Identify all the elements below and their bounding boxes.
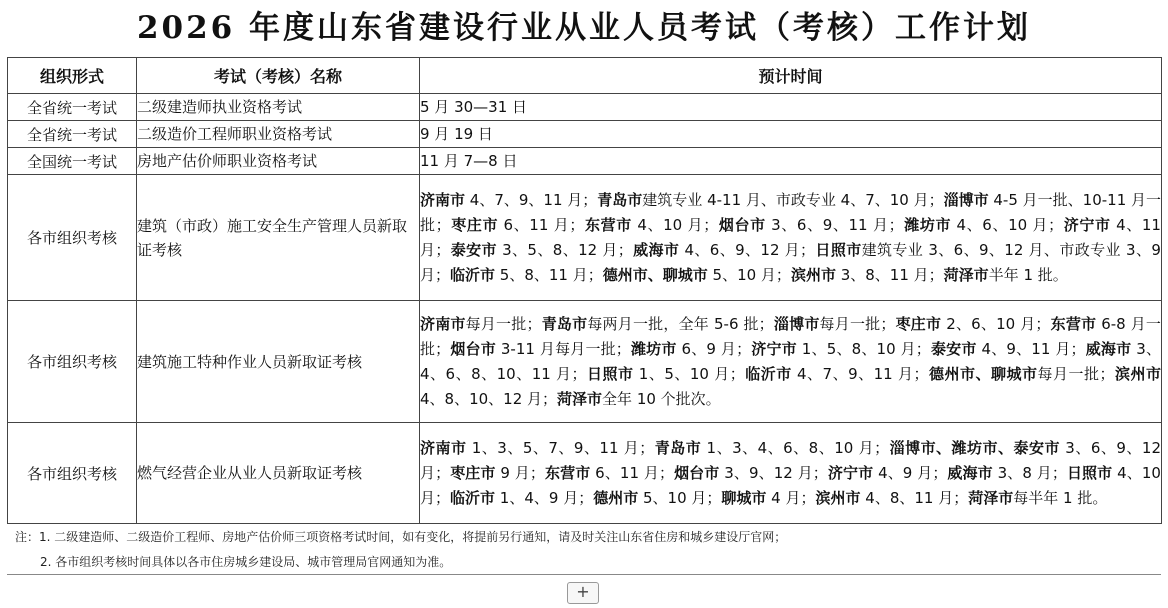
city-schedule: 1、4、9 月； bbox=[495, 488, 594, 507]
row-name: 二级造价工程师职业资格考试 bbox=[137, 121, 420, 148]
row-time bbox=[420, 175, 1162, 301]
city-name: 日照市 bbox=[586, 364, 634, 383]
table-header-row bbox=[8, 58, 1162, 94]
city-name: 滨州市 bbox=[790, 265, 836, 284]
city-name: 东营市 bbox=[1050, 314, 1097, 333]
city-schedule: 5、10 月； bbox=[707, 265, 791, 284]
city-name: 烟台市 bbox=[673, 463, 720, 482]
city-schedule: 每半年 1 批。 bbox=[1013, 488, 1108, 507]
row-form: 全省统一考试 bbox=[8, 121, 137, 148]
city-schedule: 1、5、8、10 月； bbox=[796, 339, 931, 358]
city-name: 威海市 bbox=[1085, 339, 1132, 358]
city-schedule: 3、8 月； bbox=[992, 463, 1067, 482]
city-schedule: 3、9、12 月； bbox=[719, 463, 828, 482]
city-schedule: 4、7、9、11 月； bbox=[791, 364, 929, 383]
city-name: 枣庄市 bbox=[895, 314, 942, 333]
city-schedule: 6、11 月； bbox=[498, 215, 585, 234]
city-schedule: 每月一批； bbox=[1037, 364, 1115, 383]
city-schedule: 4、8、10、12 月； bbox=[420, 389, 558, 408]
city-schedule: 4、10 月； bbox=[420, 463, 1161, 507]
page-title: 2026 年度山东省建设行业从业人员考试（考核）工作计划 bbox=[136, 10, 1032, 46]
city-schedule: 1、3、4、6、8、10 月； bbox=[701, 438, 890, 457]
city-name: 淄博市 bbox=[943, 190, 989, 209]
city-schedule: 4、10 月； bbox=[631, 215, 719, 234]
city-name: 济南市 bbox=[420, 438, 467, 457]
city-name: 日照市 bbox=[1066, 463, 1113, 482]
city-name: 聊城市 bbox=[721, 488, 767, 507]
city-name: 淄博市 bbox=[773, 314, 820, 333]
row-name: 建筑（市政）施工安全生产管理人员新取证考核 bbox=[137, 175, 420, 301]
city-schedule: 每月一批； bbox=[465, 314, 542, 333]
row-form: 各市组织考核 bbox=[8, 301, 137, 423]
city-name: 德州市、聊城市 bbox=[602, 265, 708, 284]
city-schedule: 4、6、10 月； bbox=[951, 215, 1064, 234]
city-name: 烟台市 bbox=[718, 215, 766, 234]
add-button[interactable]: + bbox=[567, 582, 599, 604]
note-line-2: 2. 各市组织考核时间具体以各市住房城乡建设局、城市管理局官网通知为准。 bbox=[40, 555, 452, 569]
city-name: 威海市 bbox=[947, 463, 993, 482]
row-name: 二级建造师执业资格考试 bbox=[137, 94, 420, 121]
row-name: 建筑施工特种作业人员新取证考核 bbox=[137, 301, 420, 423]
city-schedule: 3-11 月每月一批； bbox=[495, 339, 631, 358]
city-schedule: 4、6、9、12 月； bbox=[679, 240, 816, 259]
city-schedule: 4、11 月； bbox=[420, 215, 1161, 259]
table-row bbox=[8, 423, 1162, 524]
city-name: 日照市 bbox=[815, 240, 862, 259]
city-name: 菏泽市 bbox=[557, 389, 603, 408]
city-name: 枣庄市 bbox=[450, 215, 499, 234]
city-schedule: 1、3、5、7、9、11 月； bbox=[466, 438, 655, 457]
city-name: 临沂市 bbox=[450, 265, 496, 284]
row-form: 各市组织考核 bbox=[8, 175, 137, 301]
city-name: 淄博市、潍坊市、泰安市 bbox=[889, 438, 1061, 457]
city-schedule: 3、8、11 月； bbox=[835, 265, 944, 284]
plan-table bbox=[7, 57, 1162, 524]
city-name: 济南市 bbox=[420, 190, 466, 209]
city-schedule: 1、5、10 月； bbox=[633, 364, 745, 383]
city-name: 潍坊市 bbox=[903, 215, 952, 234]
note-line-1: 注：1. 二级建造师、二级造价工程师、房地产估价师三项资格考试时间，如有变化，将提前另行通知，请及时关注山东省住房和城乡建设厅官网； bbox=[15, 530, 787, 544]
row-time: 9 月 19 日 bbox=[420, 121, 1162, 148]
row-form: 全国统一考试 bbox=[8, 148, 137, 175]
city-schedule: 9 月； bbox=[495, 463, 545, 482]
city-name: 济宁市 bbox=[827, 463, 874, 482]
row-form: 各市组织考核 bbox=[8, 423, 137, 524]
city-schedule: 2、6、10 月； bbox=[941, 314, 1051, 333]
city-name: 菏泽市 bbox=[968, 488, 1014, 507]
row-time: 5 月 30—31 日 bbox=[420, 94, 1162, 121]
city-name: 临沂市 bbox=[450, 488, 496, 507]
city-name: 烟台市 bbox=[450, 339, 496, 358]
city-schedule: 6、9 月； bbox=[676, 339, 752, 358]
city-schedule: 3、6、9、11 月； bbox=[765, 215, 904, 234]
city-schedule: 6-8 月一批； bbox=[420, 314, 1161, 358]
city-name: 济南市 bbox=[420, 314, 466, 333]
table-row bbox=[8, 175, 1162, 301]
table-row bbox=[8, 121, 1162, 148]
row-time bbox=[420, 423, 1162, 524]
city-schedule: 4-5 月一批、10-11 月一批； bbox=[420, 190, 1162, 234]
row-name: 房地产估价师职业资格考试 bbox=[137, 148, 420, 175]
city-schedule: 6、11 月； bbox=[590, 463, 674, 482]
city-schedule: 3、5、8、12 月； bbox=[496, 240, 633, 259]
city-name: 德州市、聊城市 bbox=[928, 364, 1038, 383]
city-schedule: 建筑专业 4-11 月、市政专业 4、7、10 月； bbox=[642, 190, 944, 209]
city-name: 潍坊市 bbox=[630, 339, 677, 358]
city-name: 东营市 bbox=[544, 463, 591, 482]
city-schedule: 4、9 月； bbox=[873, 463, 948, 482]
city-name: 青岛市 bbox=[597, 190, 643, 209]
city-schedule: 5、8、11 月； bbox=[495, 265, 603, 284]
table-row bbox=[8, 148, 1162, 175]
row-time: 11 月 7—8 日 bbox=[420, 148, 1162, 175]
city-schedule: 全年 10 个批次。 bbox=[602, 389, 721, 408]
city-schedule: 半年 1 批。 bbox=[988, 265, 1068, 284]
header-name: 考试（考核）名称 bbox=[137, 58, 420, 94]
city-name: 德州市 bbox=[593, 488, 639, 507]
city-name: 枣庄市 bbox=[450, 463, 496, 482]
city-schedule: 3、4、6、8、10、11 月； bbox=[420, 339, 1161, 383]
city-schedule: 4、9、11 月； bbox=[976, 339, 1086, 358]
city-schedule: 每两月一批，全年 5-6 批； bbox=[587, 314, 774, 333]
city-schedule: 4、8、11 月； bbox=[860, 488, 969, 507]
city-schedule: 3、6、9、12 月； bbox=[420, 438, 1161, 482]
notes bbox=[7, 522, 1161, 575]
table-row bbox=[8, 301, 1162, 423]
city-name: 济宁市 bbox=[751, 339, 797, 358]
city-schedule: 4 月； bbox=[766, 488, 816, 507]
city-name: 临沂市 bbox=[744, 364, 792, 383]
city-schedule: 每月一批； bbox=[819, 314, 896, 333]
city-name: 青岛市 bbox=[541, 314, 588, 333]
city-name: 青岛市 bbox=[654, 438, 702, 457]
table-row bbox=[8, 94, 1162, 121]
row-name: 燃气经营企业从业人员新取证考核 bbox=[137, 423, 420, 524]
city-schedule: 建筑专业 3、6、9、12 月、市政专业 3、9 月； bbox=[420, 240, 1161, 284]
header-time: 预计时间 bbox=[420, 58, 1162, 94]
city-name: 泰安市 bbox=[930, 339, 977, 358]
city-name: 济宁市 bbox=[1063, 215, 1111, 234]
city-name: 滨州市 bbox=[815, 488, 861, 507]
city-name: 滨州市 bbox=[1114, 364, 1161, 383]
row-time bbox=[420, 301, 1162, 423]
city-name: 威海市 bbox=[632, 240, 680, 259]
header-form: 组织形式 bbox=[8, 58, 137, 94]
city-name: 泰安市 bbox=[450, 240, 497, 259]
city-name: 东营市 bbox=[584, 215, 632, 234]
city-schedule: 5、10 月； bbox=[638, 488, 722, 507]
city-name: 菏泽市 bbox=[943, 265, 989, 284]
row-form: 全省统一考试 bbox=[8, 94, 137, 121]
city-schedule: 4、7、9、11 月； bbox=[465, 190, 598, 209]
